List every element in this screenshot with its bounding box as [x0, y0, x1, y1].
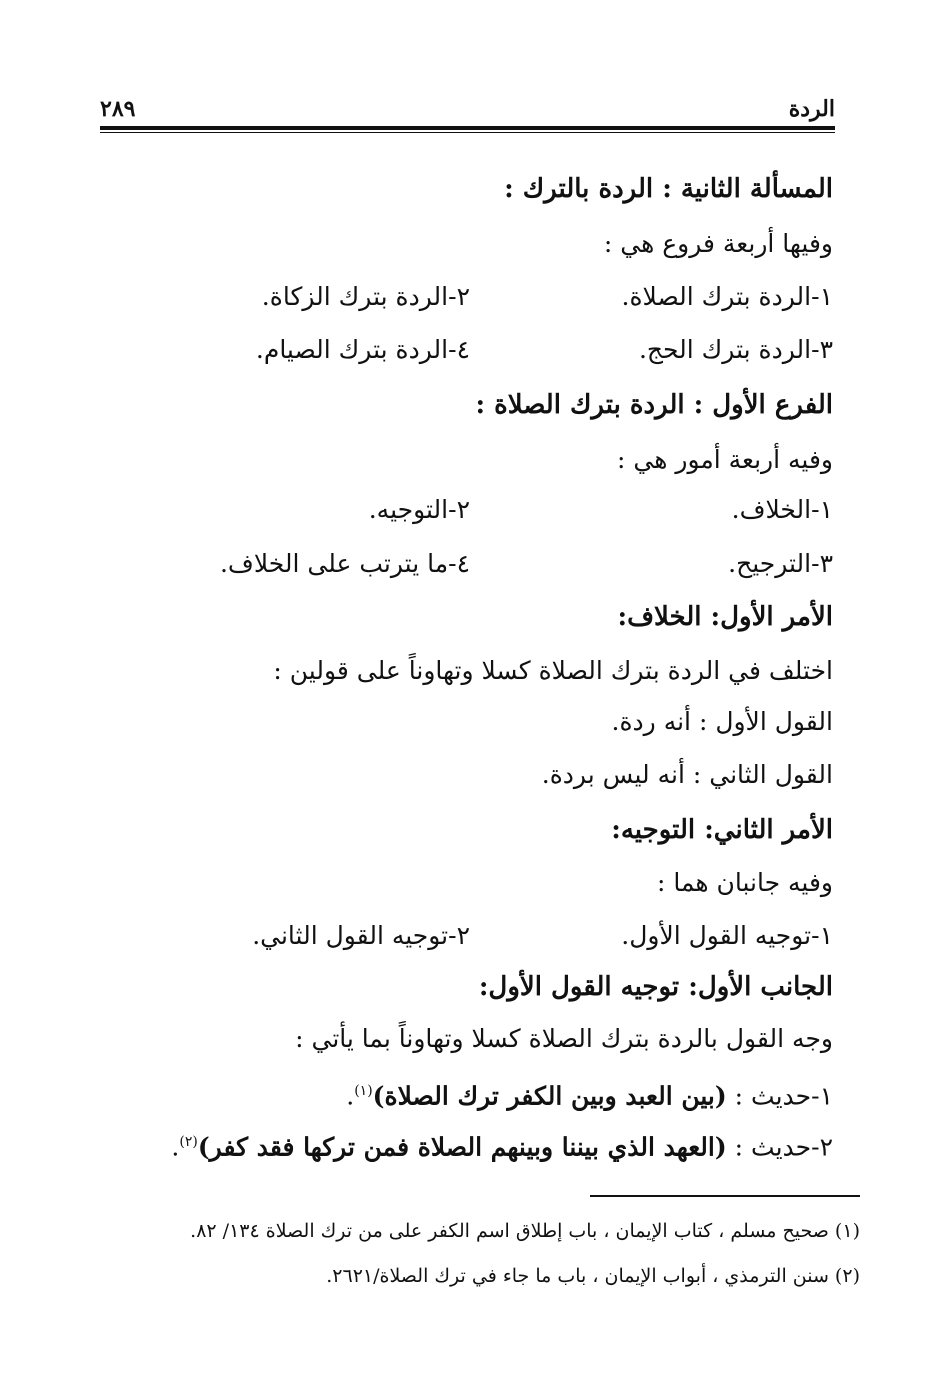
header-rule-thin	[100, 132, 835, 133]
hadith-line	[346, 1074, 833, 1113]
hadith-text: (بين العبد وبين الكفر ترك الصلاة)	[372, 1081, 727, 1111]
hadith-text: (العهد الذي بيننا وبينهم الصلاة فمن تركها فقد كفر)	[197, 1132, 727, 1162]
paragraph: وجه القول بالردة بترك الصلاة كسلا وتهاوناً بما يأتي :	[295, 1024, 833, 1053]
list-item: ١-توجيه القول الأول.	[621, 921, 833, 950]
list-item: ٣-الردة بترك الحج.	[638, 335, 833, 364]
footnote-ref[interactable]: (٢)	[179, 1134, 198, 1150]
paragraph: القول الثاني : أنه ليس بردة.	[541, 760, 833, 789]
section-heading: الأمر الثاني: التوجيه:	[611, 815, 833, 845]
hadith-prefix: ٢-حديث :	[726, 1132, 833, 1162]
list-item: ٢-التوجيه.	[368, 495, 470, 524]
list-item: ٤-ما يترتب على الخلاف.	[219, 549, 470, 578]
list-item: ٤-الردة بترك الصيام.	[255, 335, 470, 364]
page-number: ٢٨٩	[100, 96, 136, 122]
section-heading: الجانب الأول: توجيه القول الأول:	[478, 972, 833, 1002]
section-heading: المسألة الثانية : الردة بالترك :	[504, 174, 833, 204]
list-item: ١-الخلاف.	[731, 495, 833, 524]
section-heading: الفرع الأول : الردة بترك الصلاة :	[475, 390, 833, 420]
header-rule-thick	[100, 126, 835, 130]
list-item: ٢-توجيه القول الثاني.	[252, 921, 470, 950]
footnote-separator	[590, 1195, 860, 1197]
footnote-ref[interactable]: (١)	[354, 1083, 373, 1099]
period: .	[346, 1081, 355, 1111]
paragraph: وفيه أربعة أمور هي :	[617, 445, 833, 474]
paragraph: وفيها أربعة فروع هي :	[603, 229, 833, 258]
running-header	[100, 96, 835, 126]
header-title: الردة	[788, 96, 835, 122]
hadith-line	[171, 1125, 833, 1164]
period: .	[171, 1132, 180, 1162]
paragraph: وفيه جانبان هما :	[656, 868, 833, 897]
paragraph: القول الأول : أنه ردة.	[611, 707, 833, 736]
list-item: ١-الردة بترك الصلاة.	[621, 282, 833, 311]
footnote: (١) صحيح مسلم ، كتاب الإيمان ، باب إطلاق اسم الكفر على من ترك الصلاة ١٣٤/ ٨٢.	[190, 1220, 860, 1242]
list-item: ٣-الترجيح.	[728, 549, 833, 578]
paragraph: اختلف في الردة بترك الصلاة كسلا وتهاوناً على قولين :	[273, 656, 833, 685]
footnote: (٢) سنن الترمذي ، أبواب الإيمان ، باب ما جاء في ترك الصلاة/٢٦٢١.	[326, 1265, 860, 1287]
list-item: ٢-الردة بترك الزكاة.	[261, 282, 470, 311]
hadith-prefix: ١-حديث :	[726, 1081, 833, 1111]
section-heading: الأمر الأول: الخلاف:	[617, 602, 833, 632]
